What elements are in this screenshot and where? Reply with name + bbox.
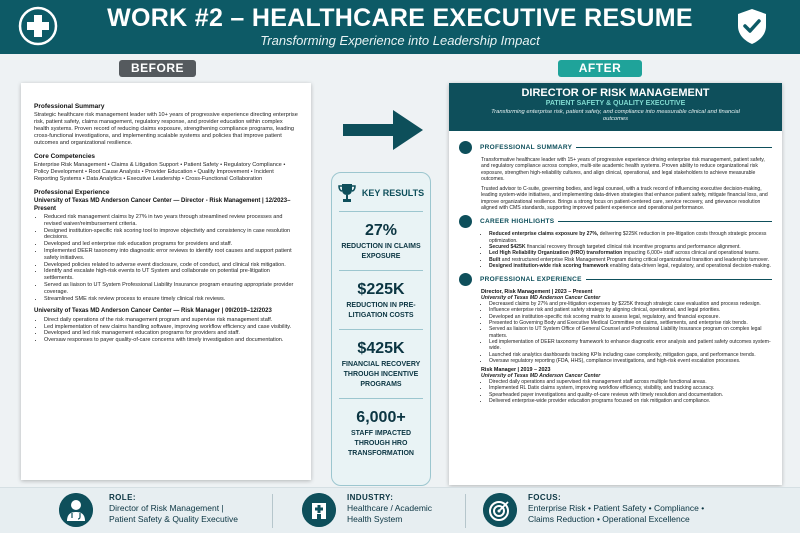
key-results-panel (331, 172, 431, 486)
job-org: University of Texas MD Anderson Cancer Center (481, 373, 601, 380)
focus-label: FOCUS: (528, 493, 562, 502)
list-item: • Delivered enterprise-wide provider education programs focused on risk mitigation and compliance. (489, 398, 772, 404)
list-item: • Direct daily operations of the risk management program and supervise risk management staff. (44, 317, 299, 324)
shield-check-icon (732, 6, 772, 46)
list-item: • Presented to Governing Body and Executive Medical Committee on claims, settlements, and enterprise risk trends. (489, 320, 772, 326)
list-item: • Developed policies related to adverse event disclosure, code of conduct, and clinical risk mitigation. (44, 262, 299, 269)
list-item: • Developed an institution-specific risk scoring matrix to assess legal, regulatory, and financial exposure. (489, 314, 772, 320)
arrow-right-icon (343, 108, 423, 152)
page-subtitle: Transforming Experience into Leadership Impact (260, 33, 540, 48)
list-item: • Reduced enterprise claims exposure by 27%, delivering $225K reduction in pre-litigation costs through strategic process optimization. (489, 231, 772, 244)
summary-text: Strategic healthcare risk management leader with 10+ years of progressive experience directing enterprise risk, patient safety, claims management, regulatory response, and provider education within complex health systems. Proven record of reducing claims exposure, strengthening compliance programs, leading cross-functional investigations, and implementing scalable systems and policies that improve patient outcomes and organizational resilience. (34, 112, 298, 146)
chart-icon (459, 215, 472, 228)
result-item (332, 281, 430, 321)
result-value: 27% (364, 222, 398, 239)
industry-label: INDUSTRY: (347, 493, 394, 502)
resume-tagline: Transforming enterprise risk, patient safety, and compliance into measurable clinical and financial outcomes (491, 109, 740, 122)
result-desc: FINANCIAL RECOVERY THROUGH INCENTIVE PROGRAMS (341, 361, 421, 388)
result-item (332, 222, 430, 262)
list-item: • Served as liaison to UT System Office of General Counsel and Professional Liability Insurance program on complex legal matters. (489, 326, 772, 339)
doctor-icon (59, 493, 93, 527)
list-item: • Directed daily operations and supervised risk management staff across multiple functional areas. (489, 379, 772, 385)
industry-value: Healthcare / Academic Health System (347, 503, 433, 524)
result-value: 6,000+ (356, 409, 406, 426)
result-desc: REDUCTION IN CLAIMS EXPOSURE (341, 243, 421, 260)
job-title: Director, Risk Management | 2023 – Present (481, 289, 593, 296)
job-bullets (34, 317, 299, 344)
highlights-list (459, 231, 772, 269)
list-item: • Influence enterprise risk and patient safety strategy by aligning clinical, operational, and legal priorities. (489, 307, 772, 313)
hospital-icon (302, 493, 336, 527)
job-bullets (459, 301, 772, 364)
result-item (332, 409, 430, 459)
summary-paragraph: Trusted advisor to C-suite, governing bodies, and legal counsel, with a track record of influencing executive decision-making, leading system-wide initiatives, and implementing data-driven strategies that enhance patient safety, mitigate financial loss, and improve organizational resilience. Brings a strong focus on patient-centered care, service recovery, and grievance resolution aligned with CMS standards, supporting improved patient experience and operational performance. (481, 186, 768, 212)
list-item: • Built and restructured enterprise Risk Management Program during critical organizational transition and leadership turnover. (489, 257, 772, 263)
list-item: • Served as liaison to UT System Professional Liability Insurance program ensuring appropriate provider coverage. (44, 282, 299, 296)
list-item: • Developed and led risk management education programs for providers and staff. (44, 330, 299, 337)
result-desc: STAFF IMPACTED THROUGH HRO TRANSFORMATION (348, 430, 414, 457)
list-item: • Identify and escalate high-risk events to UT System and collaborate on potential pre-litigation settlements. (44, 268, 299, 282)
job-title: University of Texas MD Anderson Cancer Center — Risk Manager | 09/2019–12/2023 (34, 308, 272, 315)
list-item: • Decreased claims by 27% and pre-litigation expenses by $225K through strategic case evaluation and process redesign. (489, 301, 772, 307)
focus-value: Enterprise Risk • Patient Safety • Compliance • Claims Reduction • Operational Excellence (528, 503, 705, 524)
summary-paragraph: Transformative healthcare leader with 15+ years of progressive experience driving enterprise risk management, patient safety, and regulatory compliance across complex, multi-site academic health systems. Proven ability to reduce organizational risk exposure, strengthen high-reliability cultures, and align clinical, operational, and legal stakeholders to achieve measurable outcomes. (481, 157, 765, 182)
list-item: • Streamlined SME risk review process to ensure timely clinical risk reviews. (44, 296, 299, 303)
result-item (332, 340, 430, 390)
role-value: Director of Risk Management | Patient Safety & Quality Executive (109, 503, 238, 524)
list-item: • Spearheaded payer investigations and quality-of-care reviews with timely resolution and documentation. (489, 392, 772, 398)
page-title: WORK #2 – HEALTHCARE EXECUTIVE RESUME (107, 4, 693, 32)
page-header (0, 0, 800, 54)
role-label: ROLE: (109, 493, 136, 502)
resume-subtitle: PATIENT SAFETY & QUALITY EXECUTIVE (545, 100, 686, 107)
list-item: • Designed institution-specific risk scoring tool to improve objectivity and consistency in case resolution decisions. (44, 228, 299, 242)
result-value: $225K (357, 281, 405, 298)
list-item: • Developed and led enterprise risk education programs for providers and staff. (44, 241, 299, 248)
trophy-icon (338, 183, 356, 203)
before-resume (21, 83, 311, 480)
briefcase-icon (459, 273, 472, 286)
section-header: PROFESSIONAL SUMMARY (459, 141, 772, 154)
target-icon (483, 493, 517, 527)
job-bullets (459, 379, 772, 404)
person-icon (459, 141, 472, 154)
list-item: • Designed institution-wide risk scoring framework enabling data-driven legal, regulatory, and operational decision-making. (489, 263, 772, 269)
resume-title: DIRECTOR OF RISK MANAGEMENT (521, 87, 710, 99)
job-title: University of Texas MD Anderson Cancer Center — Director - Risk Management | 12/2023–Present (34, 198, 291, 212)
resume-banner (449, 83, 782, 131)
list-item: • Launched risk analytics dashboards tracking KPIs including case complexity, mitigation gaps, and performance trends. (489, 352, 772, 358)
section-header: PROFESSIONAL EXPERIENCE (459, 273, 772, 286)
list-item: • Oversaw regulatory reporting (FDA, HHS), compliance investigations, and high-risk event escalation processes. (489, 358, 772, 364)
before-tag: BEFORE (119, 60, 196, 77)
list-item: • Led High Reliability Organization (HRO) transformation impacting 6,000+ staff across clinical and operational teams. (489, 250, 772, 256)
key-results-heading: KEY RESULTS (361, 188, 425, 198)
competencies-heading: Core Competencies (34, 153, 96, 160)
list-item: • Led implementation of new claims handling software, improving workflow efficiency and case visibility. (44, 324, 299, 331)
list-item: • Implemented RL Datix claims system, improving workflow efficiency, visibility, and tracking accuracy. (489, 385, 772, 391)
job-bullets (34, 214, 299, 302)
list-item: • Secured $425K financial recovery through targeted clinical risk incentive programs and performance alignment. (489, 244, 772, 250)
result-desc: REDUCTION IN PRE-LITIGATION COSTS (346, 302, 416, 319)
list-item: • Reduced risk management claims by 27% in two years through streamlined review processes and revised waiver/reimbursement criteria. (44, 214, 299, 228)
after-tag: AFTER (558, 60, 642, 77)
list-item: • Oversaw responses to payer quality-of-care concerns with timely investigation and documentation. (44, 337, 299, 344)
list-item: • Led implementation of DEER taxonomy framework to enhance diagnostic error analysis and patient safety outcomes system-wide. (489, 339, 772, 352)
job-title: Risk Manager | 2019 – 2023 (481, 367, 551, 374)
section-header: CAREER HIGHLIGHTS (459, 215, 772, 228)
job-org: University of Texas MD Anderson Cancer Center (481, 295, 601, 302)
summary-heading: Professional Summary (34, 103, 105, 110)
after-resume (449, 83, 782, 485)
list-item: • Implemented DEER taxonomy into diagnostic error reviews to identify root causes and support patient safety initiatives. (44, 248, 299, 262)
footer-bar (0, 487, 800, 533)
competencies-text: Enterprise Risk Management • Claims & Litigation Support • Patient Safety • Regulatory Compliance • Policy Development • Root Cause Analysis • Provider Education • Quality Improvement • Incident Reporting Systems • Data Analytics • Executive Leadership • Cross-Functional Collaboration (34, 162, 286, 182)
experience-heading: Professional Experience (34, 189, 110, 196)
result-value: $425K (357, 340, 405, 357)
